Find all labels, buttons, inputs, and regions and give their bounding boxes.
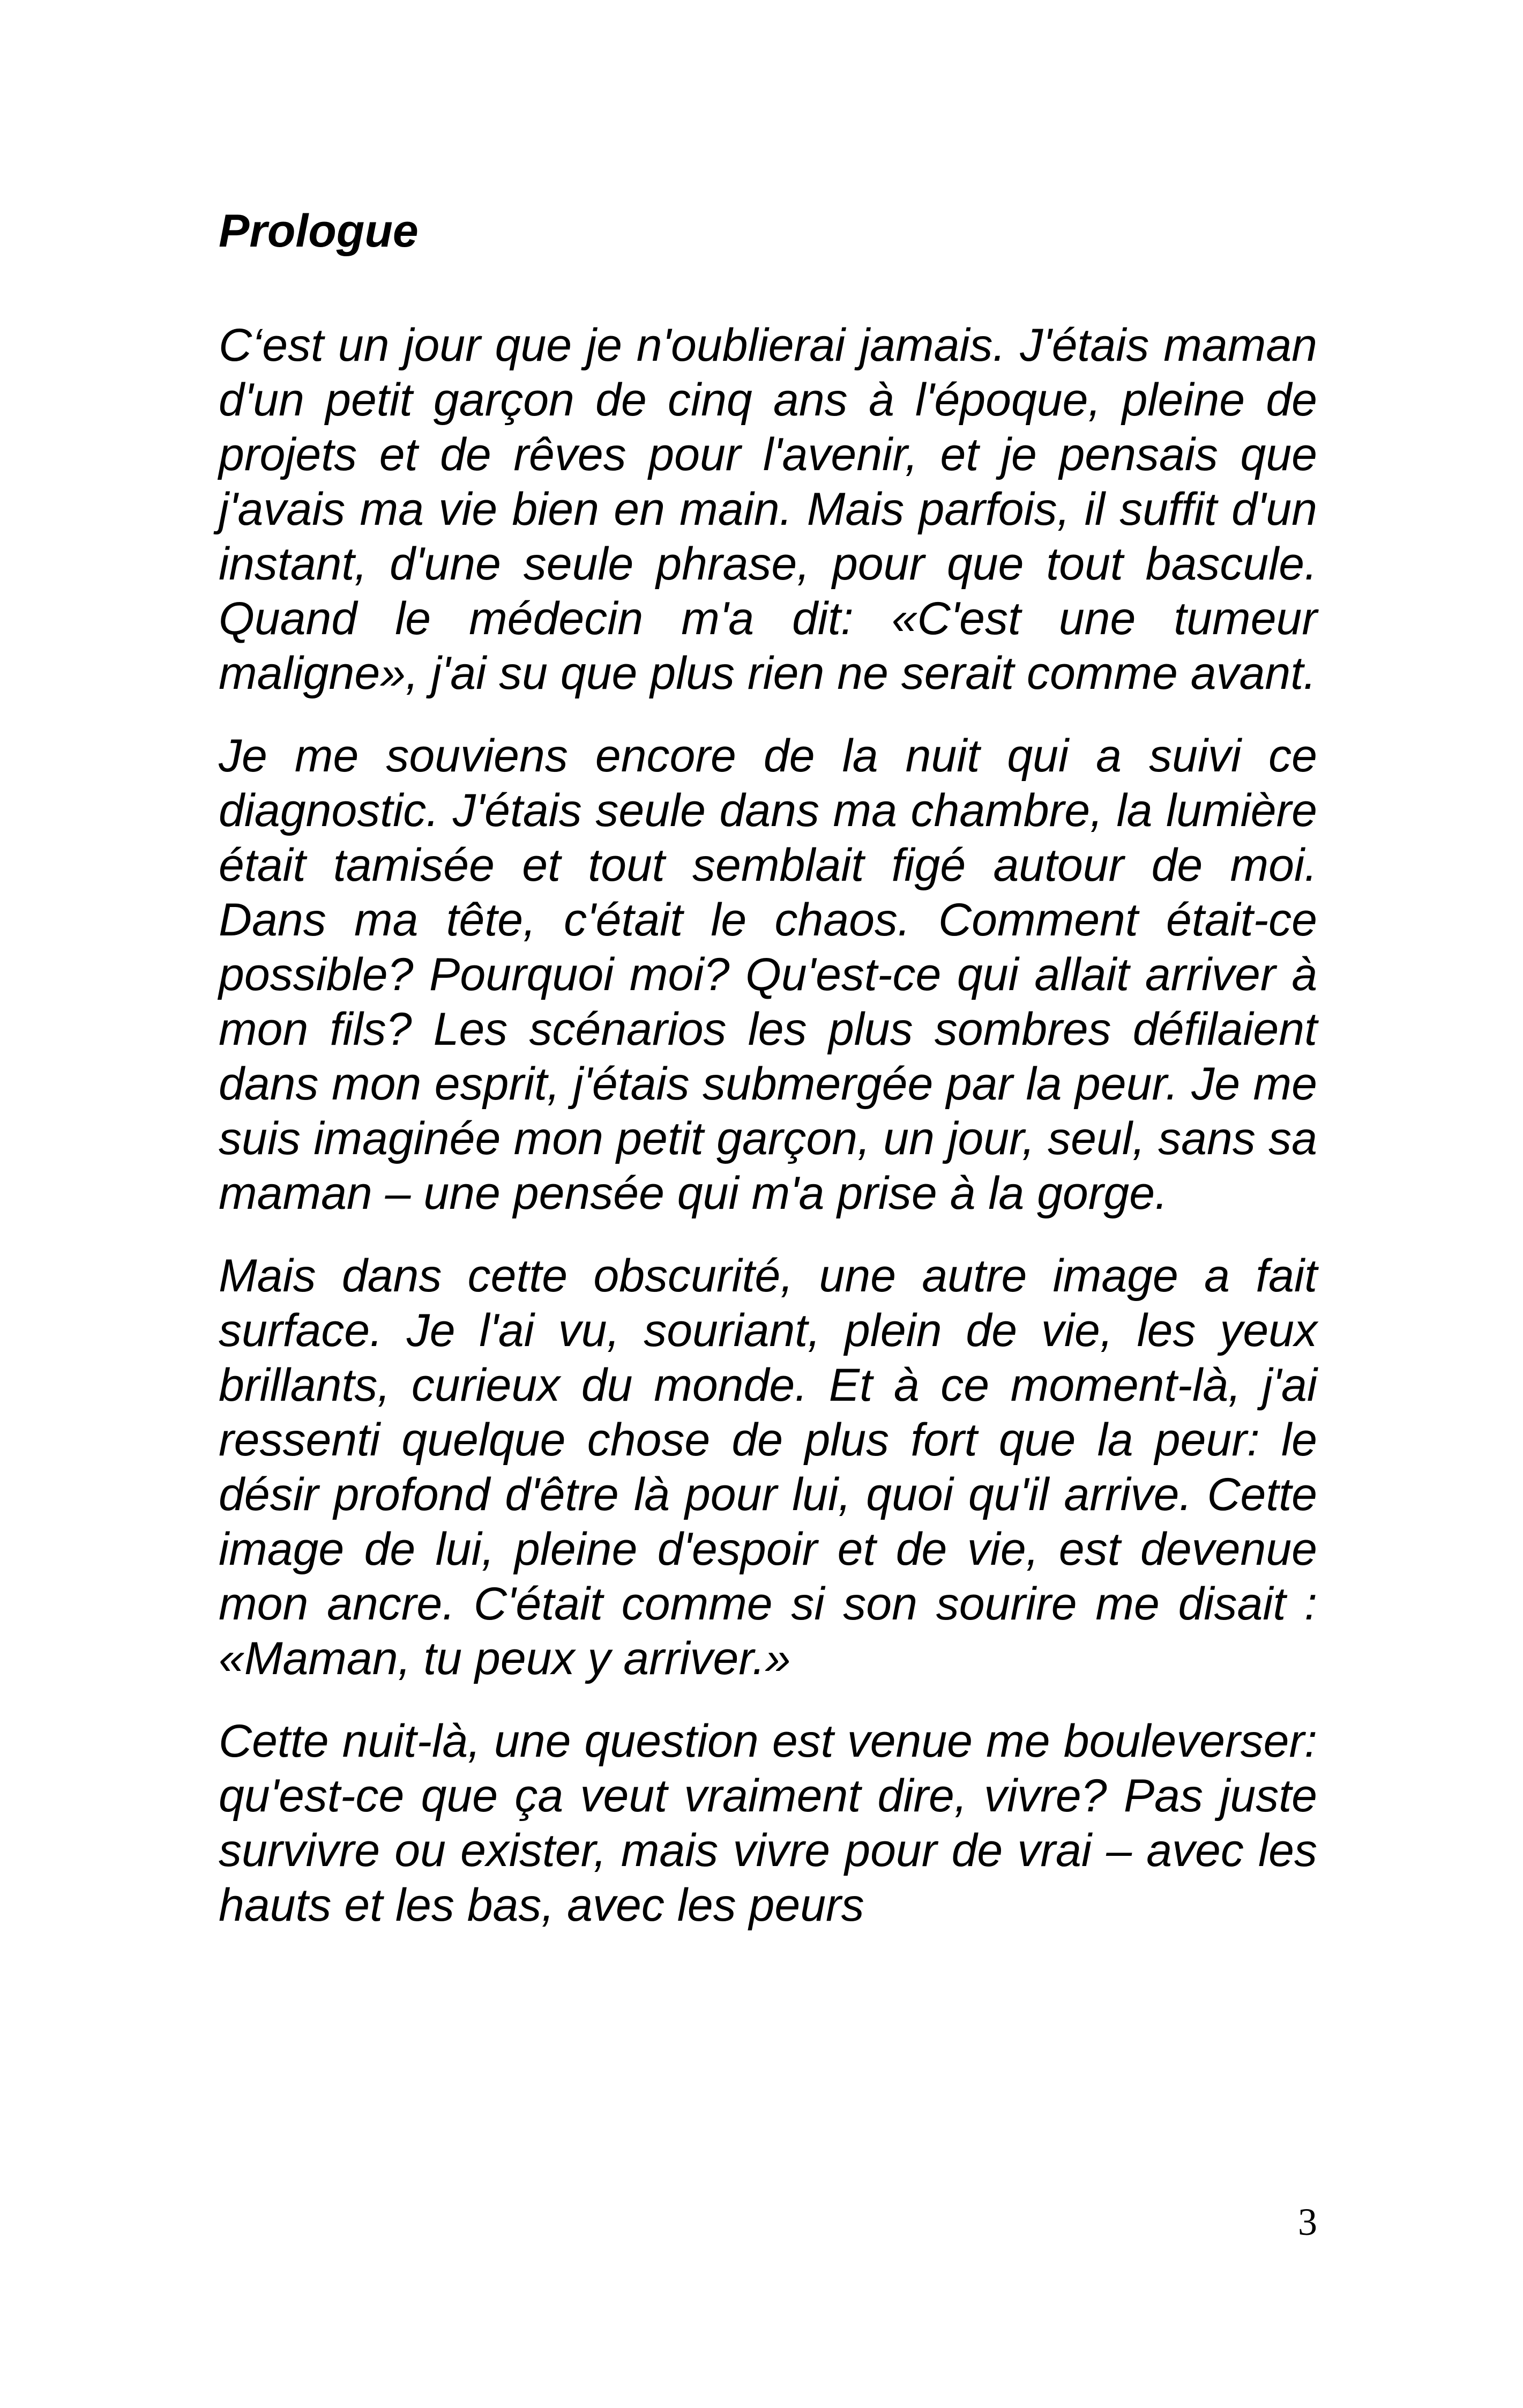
paragraph-4: Cette nuit-là, une question est venue me bouleverser: qu'est-ce que ça veut vraiment dire, vivre? Pas juste survivre ou exister, mais vivre pour de vrai – avec les hauts et les bas, avec les peurs — [219, 1715, 1317, 1931]
paragraph-3: Mais dans cette obscurité, une autre image a fait surface. Je l'ai vu, souriant, plein de vie, les yeux brillants, curieux du monde. Et à ce moment-là, j'ai ressenti quelque chose de plus fort que la peur: le désir profond d'être là pour lui, quoi qu'il arrive. Cette image de lui, pleine d'espoir et de vie, est devenue mon ancre. C'était comme si son sourire me disait : «Maman, tu peux y arriver.» — [219, 1250, 1317, 1685]
paragraph-2: Je me souviens encore de la nuit qui a suivi ce diagnostic. J'étais seule dans ma chambre, la lumière était tamisée et tout semblait figé autour de moi. Dans ma tête, c'était le chaos. Comment était-ce possible? Pourquoi moi? Qu'est-ce qui allait arriver à mon fils? Les scénarios les plus sombres défilaient dans mon esprit, j'étais submergée par la peur. Je me suis imaginée mon petit garçon, un jour, seul, sans sa maman – une pensée qui m'a prise à la gorge. — [219, 730, 1317, 1220]
page-number: 3 — [1298, 2201, 1317, 2243]
paragraph-1: C‘est un jour que je n'oublierai jamais. J'étais maman d'un petit garçon de cinq ans à l'époque, pleine de projets et de rêves pour l'avenir, et je pensais que j'avais ma vie bien en main. Mais parfois, il suffit d'un instant, d'une seule phrase, pour que tout bascule. Quand le médecin m'a dit: «C'est une tumeur maligne», j'ai su que plus rien ne serait comme avant. — [219, 319, 1317, 700]
chapter-title: Prologue — [219, 205, 419, 257]
page-content — [219, 204, 1317, 1960]
